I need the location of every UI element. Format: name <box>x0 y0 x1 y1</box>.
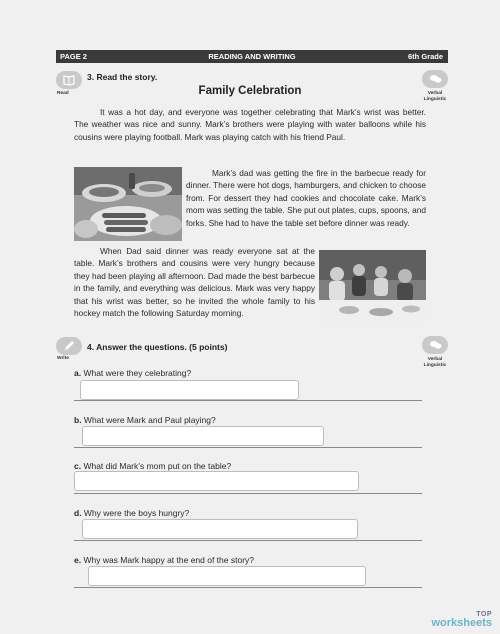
story-title: Family Celebration <box>198 85 302 97</box>
skill-label-verbal: Verbal <box>427 357 443 362</box>
topworksheets-logo <box>431 611 492 628</box>
write-icon-label: Write <box>57 356 69 361</box>
speech-bubble-icon <box>422 336 448 354</box>
question-a: a. What were they celebrating? <box>74 368 192 378</box>
pencil-icon <box>56 337 82 355</box>
question-c: c. What did Mark’s mom put on the table? <box>74 461 232 471</box>
answer-line-c <box>74 493 422 494</box>
question-b: b. What were Mark and Paul playing? <box>74 415 216 425</box>
family-dinner-photo <box>319 250 426 324</box>
page-number: PAGE 2 <box>60 52 87 61</box>
skill-label-linguistic: Linguistic <box>423 363 447 368</box>
logo-top-text: TOP <box>476 611 492 618</box>
answer-line-d <box>74 540 422 541</box>
answer-line-e <box>74 587 422 588</box>
question-e: e. Why was Mark happy at the end of the story? <box>74 555 255 565</box>
answer-field-e[interactable] <box>88 566 366 586</box>
story-paragraph-1: It was a hot day, and everyone was together celebrating that Mark’s wrist was better. The weather was nice and sunny. Mark’s brothers were playing with water balloons while his cousins were playing football. Mark was playing catch with his friend Paul. <box>74 107 426 142</box>
read-icon-label: Read <box>57 91 69 96</box>
skill-label-linguistic: Linguistic <box>423 97 447 102</box>
page-header-bar <box>56 50 448 63</box>
read-instruction: 3. Read the story. <box>87 72 158 82</box>
grade-label: 6th Grade <box>407 52 443 61</box>
question-d: d. Why were the boys hungry? <box>74 508 190 518</box>
story-paragraph-2: Mark’s dad was getting the fire in the barbecue ready for dinner. There were hot dogs, hamburgers, and chicken to choose from. For dessert they had cookies and chocolate cake. Mark’s mom was setting the table. She put out plates, cups, spoons, and forks. She had to have the table set before dinner was ready. <box>186 168 426 228</box>
answer-line-b <box>74 447 422 448</box>
answer-field-d[interactable] <box>82 519 358 539</box>
skill-label-verbal: Verbal <box>427 91 443 96</box>
answer-line-a <box>74 400 422 401</box>
story-paragraph-3: When Dad said dinner was ready everyone sat at the table. Mark’s brothers and cousins were very hungry because they had been playing all afternoon. Dad made the best barbecue in the family, and everything was delicious. Mark was very happy that his wrist was better, so he invited the whole family to his hockey match the following Saturday morning. <box>74 246 315 319</box>
answer-field-a[interactable] <box>80 380 299 400</box>
barbecue-food-photo <box>74 167 182 241</box>
logo-bottom-text: worksheets <box>431 617 492 629</box>
section-title: READING AND WRITING <box>208 52 296 61</box>
answer-field-c[interactable] <box>74 471 359 491</box>
write-instruction: 4. Answer the questions. (5 points) <box>87 342 228 352</box>
answer-field-b[interactable] <box>82 426 324 446</box>
